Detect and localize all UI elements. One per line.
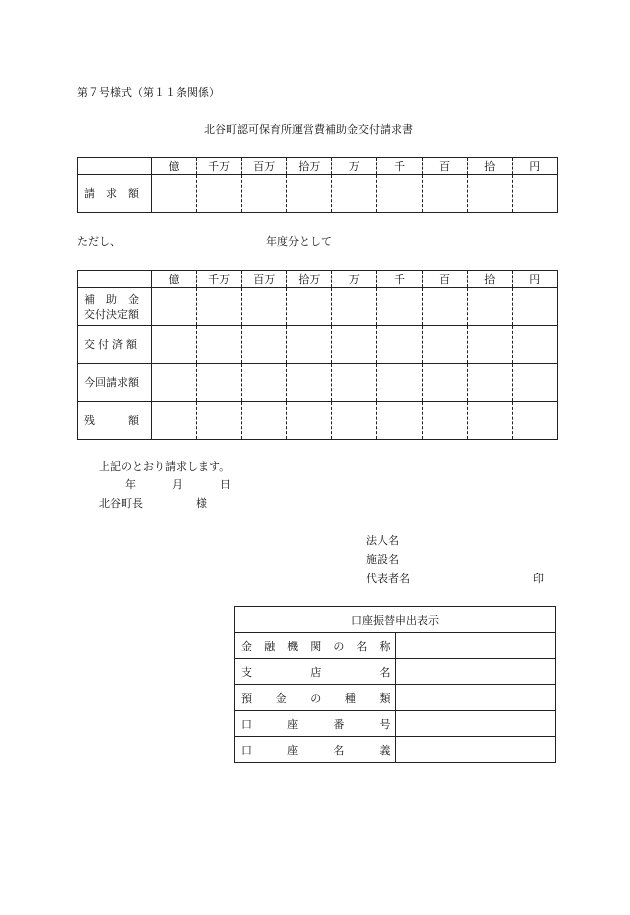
row-label: 今回請求額	[78, 364, 152, 402]
bank-row-label	[235, 633, 396, 659]
amount-cell[interactable]	[242, 175, 287, 213]
bank-label-char: 金	[275, 691, 287, 705]
amount-cell[interactable]	[152, 175, 197, 213]
digit-header: 百	[422, 158, 467, 175]
digit-header: 拾	[467, 271, 512, 288]
amount-cell[interactable]	[512, 326, 557, 364]
amount-cell[interactable]	[152, 364, 197, 402]
bank-label-char: の	[333, 639, 345, 653]
bank-label-char: 座	[287, 743, 299, 757]
account-number-label	[241, 716, 391, 732]
amount-cell[interactable]	[332, 364, 377, 402]
amount-cell[interactable]	[512, 175, 557, 213]
amount-cell[interactable]	[287, 364, 332, 402]
digit-header-row	[78, 271, 558, 288]
amount-cell[interactable]	[467, 175, 512, 213]
amount-cell[interactable]	[512, 364, 557, 402]
amount-cell[interactable]	[377, 326, 422, 364]
bank-label-char: 種	[344, 691, 356, 705]
representative-label: 代表者名	[366, 572, 410, 585]
amount-cell[interactable]	[422, 288, 467, 326]
bank-label-char: 番	[333, 717, 345, 731]
amount-cell[interactable]	[287, 175, 332, 213]
seal-mark: 印	[533, 572, 544, 585]
bank-row-label	[235, 711, 396, 737]
row-label: 残 額	[78, 402, 152, 440]
amount-cell[interactable]	[152, 326, 197, 364]
bank-label-char: 名	[379, 665, 391, 679]
digit-header: 拾	[467, 158, 512, 175]
bank-row	[235, 659, 556, 685]
header-corner	[78, 158, 152, 175]
row-label-line2: 交付決定額	[84, 307, 139, 321]
amount-cell[interactable]	[467, 364, 512, 402]
bank-label-char: の	[310, 691, 322, 705]
digit-header: 円	[512, 158, 557, 175]
amount-cell[interactable]	[377, 175, 422, 213]
bank-label-char: 義	[379, 743, 391, 757]
bank-name-field[interactable]	[395, 633, 556, 659]
paid-amount-row	[78, 326, 558, 364]
amount-cell[interactable]	[377, 364, 422, 402]
digit-header-row	[78, 158, 558, 175]
amount-cell[interactable]	[242, 364, 287, 402]
digit-header: 万	[332, 158, 377, 175]
amount-cell[interactable]	[152, 402, 197, 440]
amount-cell[interactable]	[197, 364, 242, 402]
amount-cell[interactable]	[422, 326, 467, 364]
bank-row	[235, 633, 556, 659]
digit-header: 百万	[242, 158, 287, 175]
row-label	[78, 326, 152, 364]
addressee-honorific: 様	[196, 497, 207, 510]
amount-cell[interactable]	[197, 326, 242, 364]
claim-amount-table	[77, 157, 558, 213]
branch-name-field[interactable]	[395, 659, 556, 685]
facility-name-label: 施設名	[366, 553, 399, 566]
digit-header: 千万	[197, 271, 242, 288]
date-day-label: 日	[220, 478, 231, 491]
date-year-label: 年	[125, 478, 136, 491]
digit-header: 百	[422, 271, 467, 288]
amount-cell[interactable]	[242, 326, 287, 364]
subsidy-breakdown-table	[77, 270, 558, 440]
amount-cell[interactable]	[287, 288, 332, 326]
bank-label-char: 類	[379, 691, 391, 705]
bank-title-row	[235, 607, 556, 633]
bank-label-char: 店	[310, 665, 322, 679]
amount-cell[interactable]	[332, 175, 377, 213]
bank-label-char: 口	[241, 717, 252, 731]
amount-cell[interactable]	[287, 326, 332, 364]
request-statement: 上記のとおり請求します。	[99, 460, 231, 473]
bank-name-label	[241, 638, 391, 654]
bank-label-char: 支	[241, 665, 252, 679]
digit-header: 千万	[197, 158, 242, 175]
amount-cell[interactable]	[467, 402, 512, 440]
bank-label-char: 号	[379, 717, 391, 731]
amount-cell[interactable]	[377, 402, 422, 440]
digit-header: 万	[332, 271, 377, 288]
amount-cell[interactable]	[332, 402, 377, 440]
amount-cell[interactable]	[422, 402, 467, 440]
bank-row-label	[235, 737, 396, 763]
digit-header: 千	[377, 158, 422, 175]
bank-table-title: 口座振替申出表示	[235, 607, 556, 633]
amount-cell[interactable]	[467, 326, 512, 364]
amount-cell[interactable]	[242, 402, 287, 440]
bank-label-char: 融	[264, 639, 276, 653]
addressee-name: 北谷町長	[99, 497, 143, 510]
amount-cell[interactable]	[332, 326, 377, 364]
bank-label-char: 関	[310, 639, 322, 653]
amount-cell[interactable]	[152, 288, 197, 326]
bank-label-char: 座	[287, 717, 299, 731]
amount-cell[interactable]	[512, 402, 557, 440]
digit-header: 百万	[242, 271, 287, 288]
digit-header: 億	[152, 271, 197, 288]
bank-row-label	[235, 659, 396, 685]
amount-cell[interactable]	[467, 288, 512, 326]
deposit-type-label	[241, 690, 391, 706]
bank-transfer-table	[234, 606, 556, 763]
amount-cell[interactable]	[242, 288, 287, 326]
amount-cell[interactable]	[512, 288, 557, 326]
deposit-type-field[interactable]	[395, 685, 556, 711]
bank-row	[235, 685, 556, 711]
amount-cell[interactable]	[422, 364, 467, 402]
decided-amount-row	[78, 288, 558, 326]
row-label	[78, 288, 152, 326]
bank-label-char: 称	[379, 639, 391, 653]
account-holder-label	[241, 742, 391, 758]
amount-cell[interactable]	[197, 402, 242, 440]
digit-header: 拾万	[287, 271, 332, 288]
bank-label-char: 預	[241, 691, 252, 705]
branch-name-label	[241, 664, 391, 680]
remaining-amount-row	[78, 402, 558, 440]
bank-label-char: 名	[333, 743, 345, 757]
amount-cell[interactable]	[197, 288, 242, 326]
tadashi-prefix: ただし、	[77, 235, 121, 248]
corporation-name-label: 法人名	[366, 534, 399, 547]
date-month-label: 月	[172, 478, 183, 491]
bank-row	[235, 737, 556, 763]
document-title: 北谷町認可保育所運営費補助金交付請求書	[204, 123, 413, 136]
digit-header: 拾万	[287, 158, 332, 175]
amount-cell[interactable]	[197, 175, 242, 213]
amount-cell[interactable]	[422, 175, 467, 213]
bank-row	[235, 711, 556, 737]
current-claim-row	[78, 364, 558, 402]
bank-label-char: 金	[241, 639, 252, 653]
claim-amount-row	[78, 175, 558, 213]
amount-cell[interactable]	[377, 288, 422, 326]
bank-label-char: 口	[241, 743, 252, 757]
row-label-line1: 補 助 金	[84, 292, 139, 306]
account-holder-field[interactable]	[395, 737, 556, 763]
account-number-field[interactable]	[395, 711, 556, 737]
bank-label-char: 機	[287, 639, 299, 653]
form-number: 第７号様式（第１１条関係）	[77, 86, 220, 99]
amount-cell[interactable]	[332, 288, 377, 326]
tadashi-suffix: 年度分として	[266, 235, 332, 248]
row-label: 請 求 額	[78, 175, 152, 213]
header-corner	[78, 271, 152, 288]
digit-header: 億	[152, 158, 197, 175]
row-label-text: 交付済額	[84, 338, 140, 351]
fiscal-year-field[interactable]	[140, 232, 260, 248]
amount-cell[interactable]	[287, 402, 332, 440]
bank-label-char: 名	[356, 639, 368, 653]
bank-row-label	[235, 685, 396, 711]
digit-header: 円	[512, 271, 557, 288]
digit-header: 千	[377, 271, 422, 288]
